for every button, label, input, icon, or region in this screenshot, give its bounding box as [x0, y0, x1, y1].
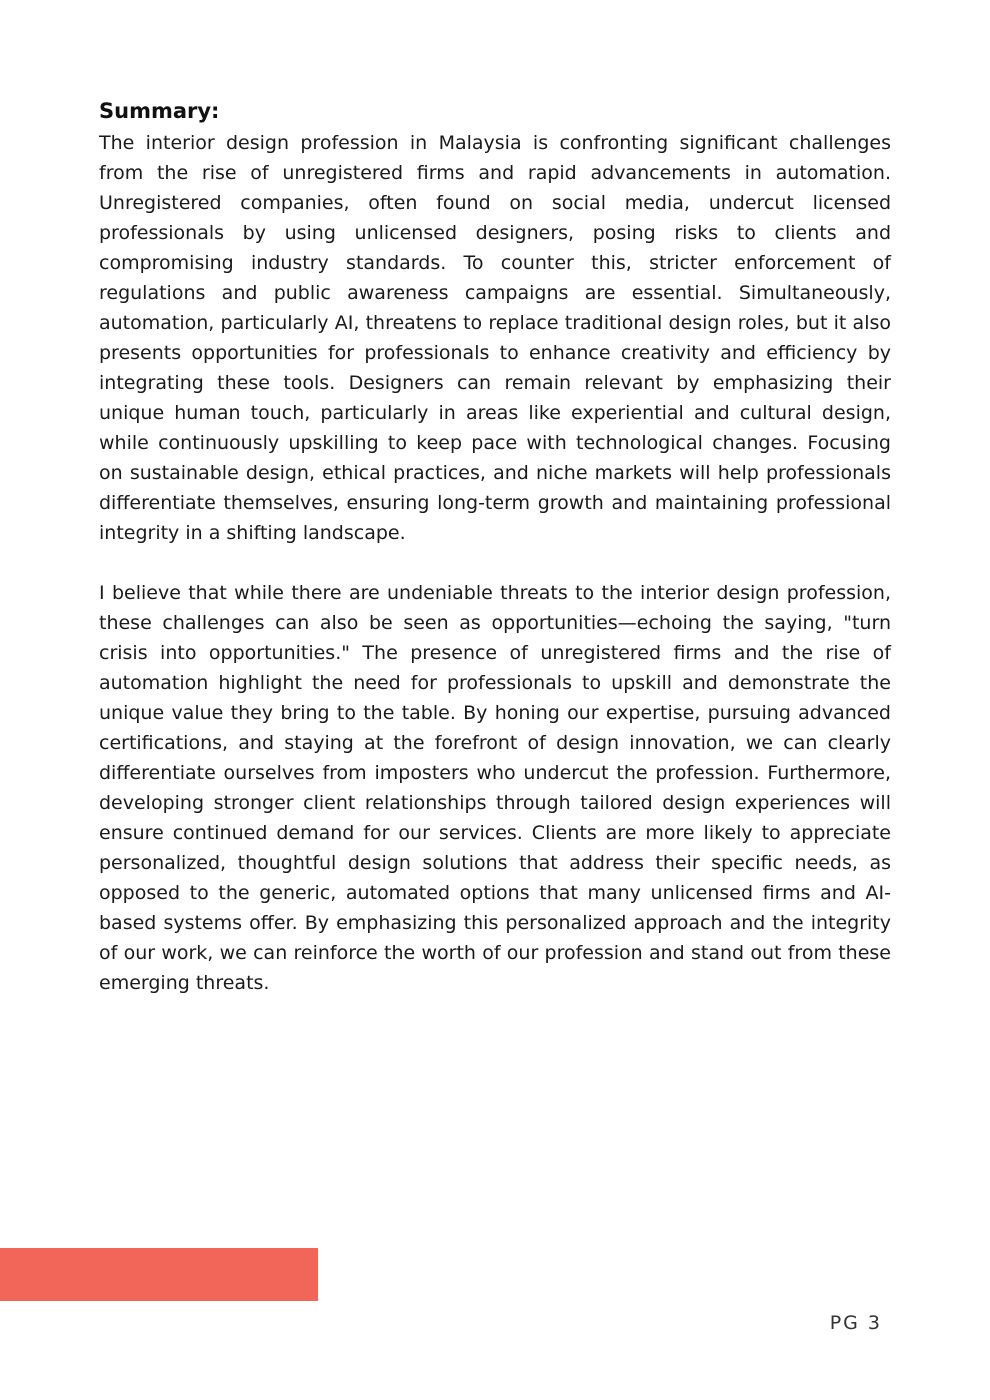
opinion-paragraph: I believe that while there are undeniable threats to the interior design profession, these challenges can also be seen as opportunities—echoing the saying, "turn crisis into opportunities." The presence of unregistered firms and the rise of automation highlight the need for professionals to upskill and demonstrate the unique value they bring to the table. By honing our expertise, pursuing advanced certifications, and staying at the forefront of design innovation, we can clearly differentiate ourselves from imposters who undercut the profession. Furthermore, developing stronger client relationships through tailored design experiences will ensure continued demand for our services. Clients are more likely to appreciate personalized, thoughtful design solutions that address their specific needs, as opposed to the generic, automated options that many unlicensed firms and AI-based systems offer. By emphasizing this personalized approach and the integrity of our work, we can reinforce the worth of our profession and stand out from these emerging threats.: [99, 582, 891, 994]
summary-heading: Summary:: [99, 99, 220, 123]
page-number: PG 3: [829, 1312, 882, 1334]
summary-paragraph: The interior design profession in Malaysia is confronting significant challenges from the rise of unregistered firms and rapid advancements in automation. Unregistered companies, often found on social media, undercut licensed professionals by using unlicensed designers, posing risks to clients and compromising industry standards. To counter this, stricter enforcement of regulations and public awareness campaigns are essential. Simultaneously, automation, particularly AI, threatens to replace traditional design roles, but it also presents opportunities for professionals to enhance creativity and efficiency by integrating these tools. Designers can remain relevant by emphasizing their unique human touch, particularly in areas like experiential and cultural design, while continuously upskilling to keep pace with technological changes. Focusing on sustainable design, ethical practices, and niche markets will help professionals differentiate themselves, ensuring long-term growth and maintaining professional integrity in a shifting landscape.: [99, 132, 891, 544]
document-body: [99, 96, 891, 998]
accent-bar: [0, 1248, 318, 1301]
